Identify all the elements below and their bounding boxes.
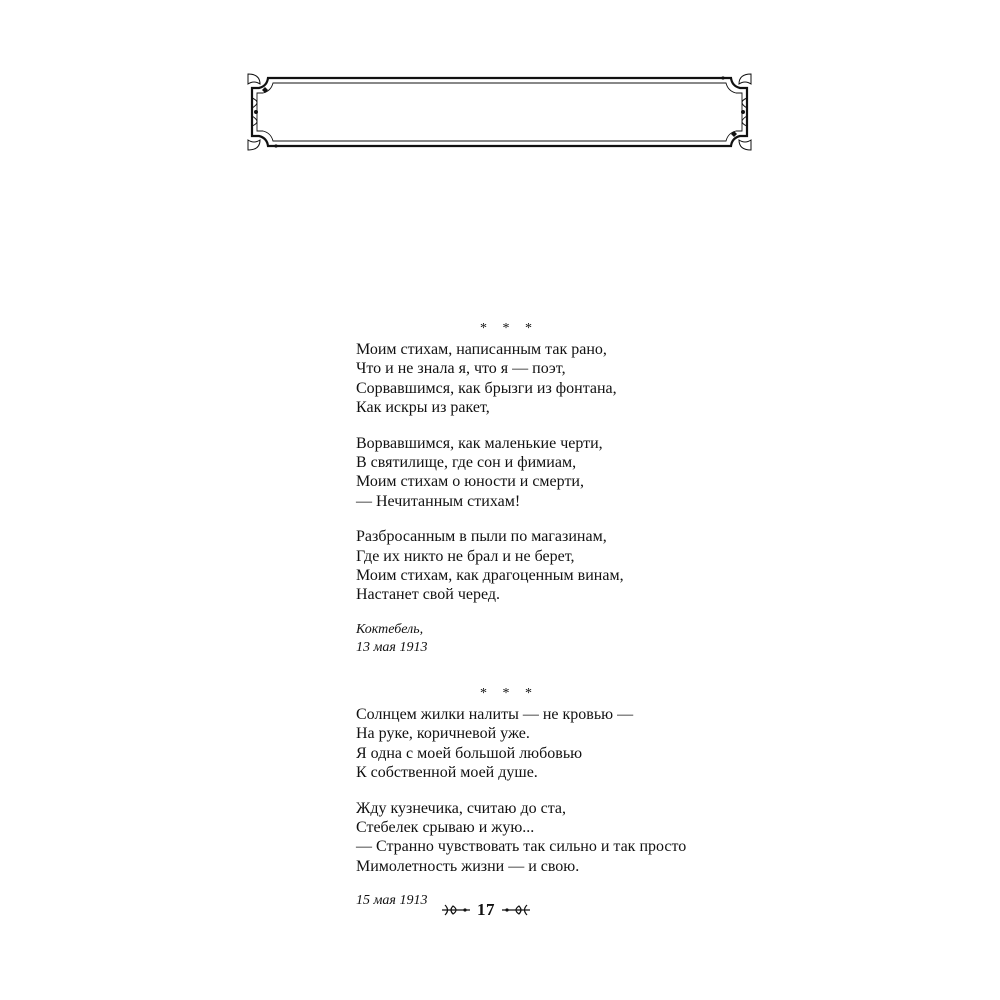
ornate-frame-icon — [246, 72, 753, 152]
left-fleuron-icon — [441, 903, 471, 917]
header-ornate-frame — [246, 72, 753, 152]
verse-line: Разбросанным в пыли по магазинам, — [356, 528, 607, 546]
verse-line: Жду кузнечика, считаю до ста, — [356, 799, 567, 817]
poem-1-stanza-3 — [356, 527, 776, 605]
verse-line: К собственной моей душе. — [356, 764, 538, 782]
poem-1-stanza-1 — [356, 340, 776, 418]
poem-date: 13 мая 1913 — [356, 639, 428, 655]
verse-line: Солнцем жилки налиты — не кровью — — [356, 705, 634, 723]
verse-line: Стебелек срываю и жую... — [356, 818, 535, 836]
verse-line: В святилище, где сон и фимиам, — [356, 454, 577, 472]
poem-2-stanza-1 — [356, 705, 776, 783]
verse-line: Где их никто не брал и не берет, — [356, 547, 575, 565]
poem-2 — [356, 683, 776, 910]
poem-date: 15 мая 1913 — [356, 893, 428, 909]
verse-line: Моим стихам, написанным так рано, — [356, 341, 607, 358]
poem-date-place: Коктебель, — [356, 621, 424, 637]
verse-line: Мимолетность жизни — и свою. — [356, 857, 580, 875]
verse-line: На руке, коричневой уже. — [356, 725, 530, 743]
poem-separator: * * * — [480, 321, 538, 336]
right-fleuron-icon — [501, 903, 531, 917]
poem-separator: * * * — [480, 685, 538, 701]
poem-2-stanza-2 — [356, 799, 776, 877]
poem-1-stanza-2 — [356, 434, 776, 512]
page-number-footer — [436, 898, 536, 922]
verse-line: Моим стихам, как драгоценным винам, — [356, 567, 624, 585]
verse-line: Как искры из ракет, — [356, 399, 490, 417]
verse-line: Настанет свой черед. — [356, 586, 500, 604]
verse-line: — Нечитанным стихам! — [356, 492, 521, 510]
poems-column — [356, 318, 776, 910]
verse-line: Ворвавшимся, как маленькие черти, — [356, 434, 603, 452]
verse-line: — Странно чувствовать так сильно и так просто — [356, 838, 687, 856]
verse-line: Что и не знала я, что я — поэт, — [356, 360, 566, 378]
verse-line: Моим стихам о юности и смерти, — [356, 473, 584, 491]
verse-line: Я одна с моей большой любовью — [356, 744, 583, 762]
poem-1 — [356, 318, 776, 657]
page-number: 17 — [477, 900, 495, 919]
verse-line: Сорвавшимся, как брызги из фонтана, — [356, 379, 617, 397]
